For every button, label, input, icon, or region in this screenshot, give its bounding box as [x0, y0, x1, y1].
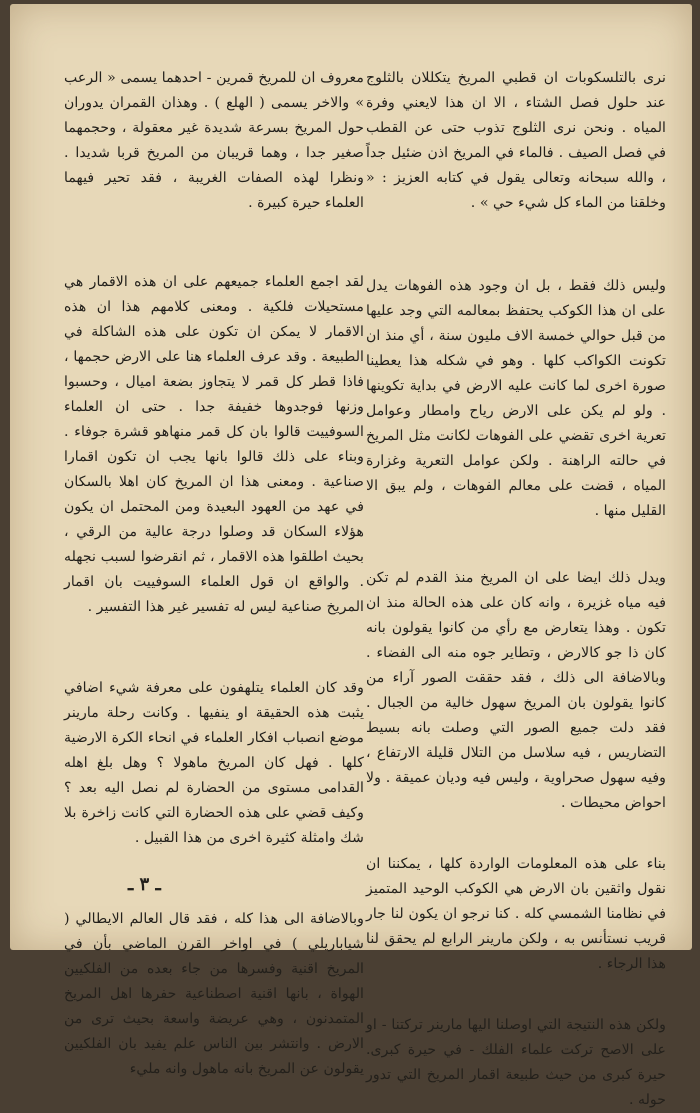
paragraph: وبالاضافة الى هذا كله ، فقد قال العالم الايطالي ( شياباريلي ) في اواخر القرن الماضي بأن في المريخ اقنية وفسرها من جاء بعده من الفلكيين الهواة ، بانها اقنية اصطناعية حفرها اهل المريخ المتمدنون ، وهي عريضة واسعة بحيث ترى من الارض . وانتشر بين الناس علم يفيد بان الفلكيين يقولون عن المريخ بانه ماهول وانه مليء	[64, 911, 364, 1077]
right-column	[366, 66, 666, 1113]
left-column	[64, 66, 364, 1082]
book-page	[10, 4, 692, 1108]
paragraph: نرى بالتلسكوبات ان قطبي المريخ يتكللان بالثلوج عند حلول فصل الشتاء ، الا ان هذا لايعني وفرة المياه . ونحن نرى الثلوج تذوب حتى عن القطب في فصل الصيف . فالماء في المريخ اذن ضئيل جداً ، والله سبحانه وتعالى يقول في كتابه العزيز : « وخلقنا من الماء كل شيء حي » .	[366, 70, 666, 211]
paragraph: ويدل ذلك ايضا على ان المريخ منذ القدم لم تكن فيه مياه غزيرة ، وانه كان على هذه الحالة منذ ان تكون . وهذا يتعارض مع رأي من كانوا يقولون بانه كان ذا جو كالارض ، وتطاير جوه منه الى الفضاء . وبالاضافة الى ذلك ، فقد حققت الصور آراء من كانوا يقولون بان المريخ سهول خالية من الجبال . فقد دلت جميع الصور التي وصلت بانه بسيط التضاريس ، فيه سلاسل من التلال قليلة الارتفاع ، وفيه سهول صحراوية ، وليس فيه وديان عميقة . ولا احواض محيطات .	[366, 570, 666, 811]
paragraph: معروف ان للمريخ قمرين - احدهما يسمى « الرعب » والاخر يسمى ( الهلع ) . وهذان القمران يدوران حول المريخ بسرعة شديدة غير معقولة ، وحجمهما صغير جدا ، وهما قريبان من المريخ قربا شديدا . ونظرا لهذه الصفات الغريبة ، فقد تحير فيهما العلماء حيرة كبيرة .	[64, 70, 364, 211]
paragraph: وليس ذلك فقط ، بل ان وجود هذه الفوهات يدل على ان هذا الكوكب يحتفظ بمعالمه التي وجد عليها من قبل حوالي خمسة الاف مليون سنة ، أي منذ ان تكونت الكواكب كلها . وهو في شكله هذا يعطينا صورة اخرى لما كانت عليه الارض في بداية تكوينها . ولو لم يكن على الارض رياح وامطار وعوامل تعرية اخرى تقضي على الفوهات لكانت مثل المريخ في حالته الراهنة . ولكن عوامل التعرية وغزارة المياه ، قضت على معالم الفوهات ، ولم يبق الا القليل منها .	[366, 278, 666, 519]
page-number: ـ ٣ ـ	[128, 874, 161, 895]
paragraph: لقد اجمع العلماء جميعهم على ان هذه الاقمار هي مستحيلات فلكية . ومعنى كلامهم هذا ان هذه الاقمار لا يمكن ان تكون على هذه الشاكلة في الطبيعة . وقد عرف العلماء هنا على الارض حجمها ، فاذا قطر كل قمر لا يتجاوز بضعة اميال ، وحسبوا وزنها فوجدوها خفيفة جدا . حتى ان العلماء السوفييت قالوا بان كل قمر منهاهو قشرة جوفاء . وبناء على ذلك قالوا بانها يجب ان تكون اقمارا صناعية . ومعنى هذا ان المريخ كان اهلا بالسكان في عهد من العهود البعيدة ومن المحتمل ان يكون هؤلاء السكان قد وصلوا درجة عالية من الرقي ، بحيث اطلقوا هذه الاقمار ، ثم انقرضوا لسبب نجهله . والواقع ان قول العلماء السوفييت بان اقمار المريخ صناعية ليس له تفسير غير هذا التفسير .	[64, 274, 364, 615]
paragraph: بناء على هذه المعلومات الواردة كلها ، يمكننا ان نقول واثقين بان الارض هي الكوكب الوحيد المتميز في نظامنا الشمسي كله . كنا نرجو ان يكون لنا جار قريب نستأنس به ، ولكن مارينر الرابع لم يحقق لنا هذا الرجاء .	[366, 856, 666, 972]
paragraph: وقد كان العلماء يتلهفون على معرفة شيء اضافي يثبت هذه الحقيقة او ينفيها . وكانت رحلة مارينر موضع انصباب افكار العلماء في انحاء الكرة الارضية كلها . فهل كان المريخ ماهولا ؟ وهل بلغ اهله القدامى مستوى من الحضارة لم نصل اليه بعد ؟ وكيف قضي على هذه الحضارة التي كانت زاخرة بلا شك وامثلة كثيرة اخرى من هذا القبيل .	[64, 680, 364, 846]
paragraph: ولكن هذه النتيجة التي اوصلنا اليها مارينر تركتنا - او على الاصح تركت علماء الفلك - في حيرة كبرى. حيرة كبرى من حيث طبيعة اقمار المريخ التي تدور حوله .	[366, 1017, 666, 1108]
